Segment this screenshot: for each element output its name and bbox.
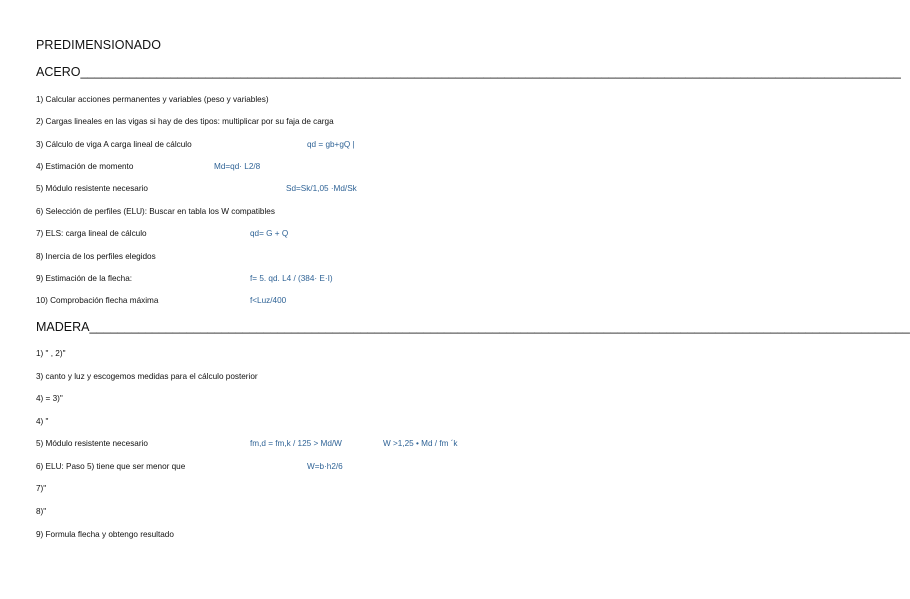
acero-step-7-formula: qd= G + Q: [250, 229, 289, 238]
madera-step-6-formula: W=b·h2/6: [307, 462, 343, 471]
acero-step-9-formula: f= 5. qd. L4 / (384· E·I): [250, 274, 333, 283]
madera-step-9: 9) Formula flecha y obtengo resultado: [36, 530, 174, 539]
madera-step-6: 6) ELU: Paso 5) tiene que ser menor que: [36, 462, 186, 471]
madera-step-2: 3) canto y luz y escogemos medidas para el cálculo posterior: [36, 372, 258, 381]
acero-step-2: 2) Cargas lineales en las vigas si hay de des tipos: multiplicar por su faja de carga: [36, 117, 334, 126]
acero-step-9: 9) Estimación de la flecha:: [36, 274, 133, 283]
document-title: PREDIMENSIONADO: [36, 38, 162, 52]
acero-step-1: 1) Calcular acciones permanentes y variables (peso y variables): [36, 95, 269, 104]
madera-step-4: 4) ": [36, 417, 49, 426]
acero-step-10-formula: f<Luz/400: [250, 296, 287, 305]
acero-step-8: 8) Inercia de los perfiles elegidos: [36, 252, 156, 261]
madera-step-5-formula-2: W >1,25 • Md / fm ´k: [383, 439, 458, 448]
madera-step-7: 7)": [36, 484, 47, 493]
madera-step-8: 8)": [36, 507, 47, 516]
acero-step-5: 5) Módulo resistente necesario: [36, 184, 148, 193]
acero-step-3-formula: qd = gb+gQ |: [307, 140, 355, 149]
acero-step-5-formula: Sd=Sk/1,05 ·Md/Sk: [286, 184, 357, 193]
acero-step-10: 10) Comprobación flecha máxima: [36, 296, 159, 305]
madera-step-1: 1) " , 2)": [36, 349, 66, 358]
madera-step-3: 4) = 3)": [36, 394, 63, 403]
madera-step-5: 5) Módulo resistente necesario: [36, 439, 148, 448]
section-heading-madera: MADERA______________________________________________________________________________________________________________________: [36, 320, 910, 334]
madera-step-5-formula-1: fm,d = fm,k / 125 > Md/W: [250, 439, 342, 448]
acero-step-6: 6) Selección de perfiles (ELU): Buscar en tabla los W compatibles: [36, 207, 275, 216]
acero-step-4-formula: Md=qd· L2/8: [214, 162, 261, 171]
section-heading-acero: ACERO______________________________________________________________________________________________________________________: [36, 65, 901, 79]
acero-step-7: 7) ELS: carga lineal de cálculo: [36, 229, 147, 238]
acero-step-4: 4) Estimación de momento: [36, 162, 134, 171]
acero-step-3: 3) Cálculo de viga A carga lineal de cálculo: [36, 140, 192, 149]
